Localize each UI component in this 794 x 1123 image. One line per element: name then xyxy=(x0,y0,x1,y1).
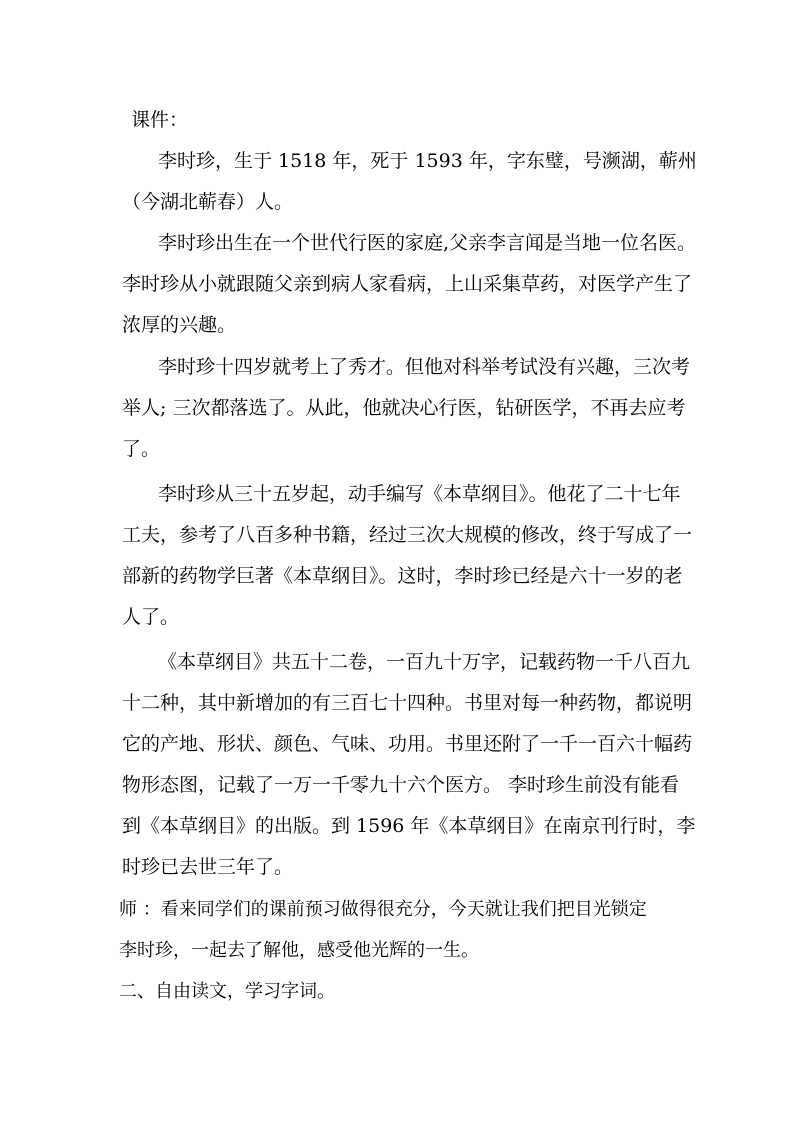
paragraph-line: 浓厚的兴趣。 xyxy=(122,314,237,336)
section-title: 二、自由读文，学习字词。 xyxy=(119,981,335,1002)
heading-label: 课件： xyxy=(131,109,189,131)
paragraph-line: 人了。 xyxy=(122,606,180,628)
paragraph-line: 李时珍出生在一个世代行医的家庭,父亲李言闻是当地一位名医。 xyxy=(158,232,697,254)
paragraph-line: 李时珍十四岁就考上了秀才。但他对科举考试没有兴趣，三次考 xyxy=(158,356,691,378)
paragraph-line: 十二种，其中新增加的有三百七十四种。书里对每一种药物，都说明 xyxy=(122,692,693,714)
paragraph-line: 了。 xyxy=(122,438,161,460)
paragraph-line: 物形态图，记载了一万一千零九十六个医方。 李时珍生前没有能看 xyxy=(122,774,680,796)
paragraph-line: 《本草纲目》共五十二卷，一百九十万字，记载药物一千八百九 xyxy=(158,651,691,673)
paragraph-line: （今湖北蕲春）人。 xyxy=(122,191,294,213)
paragraph-line: 工夫，参考了八百多种书籍，经过三次大规模的修改，终于写成了一 xyxy=(122,524,693,546)
paragraph-line: 它的产地、形状、颜色、气味、功用。书里还附了一千一百六十幅药 xyxy=(122,733,693,755)
paragraph-line: 举人; 三次都落选了。从此，他就决心行医，钻研医学，不再去应考 xyxy=(122,397,686,419)
paragraph-line: 时珍已去世三年了。 xyxy=(122,856,294,878)
paragraph-line: 李时珍从小就跟随父亲到病人家看病，上山采集草药，对医学产生了 xyxy=(122,273,693,295)
paragraph-line: 到《本草纲目》的出版。到 1596 年《本草纲目》在南京刊行时，李 xyxy=(122,815,696,837)
paragraph-line: 部新的药物学巨著《本草纲目》。这时，李时珍已经是六十一岁的老 xyxy=(122,565,683,587)
paragraph-line: 李时珍，生于 1518 年，死于 1593 年，字东璧，号濒湖，蕲州 xyxy=(158,150,697,172)
teacher-line: 李时珍，一起去了解他，感受他光辉的一生。 xyxy=(119,940,479,961)
teacher-line: 师 ：看来同学们的课前预习做得很充分，今天就让我们把目光锁定 xyxy=(119,899,647,920)
paragraph-line: 李时珍从三十五岁起，动手编写《本草纲目》。他花了二十七年 xyxy=(158,483,681,505)
